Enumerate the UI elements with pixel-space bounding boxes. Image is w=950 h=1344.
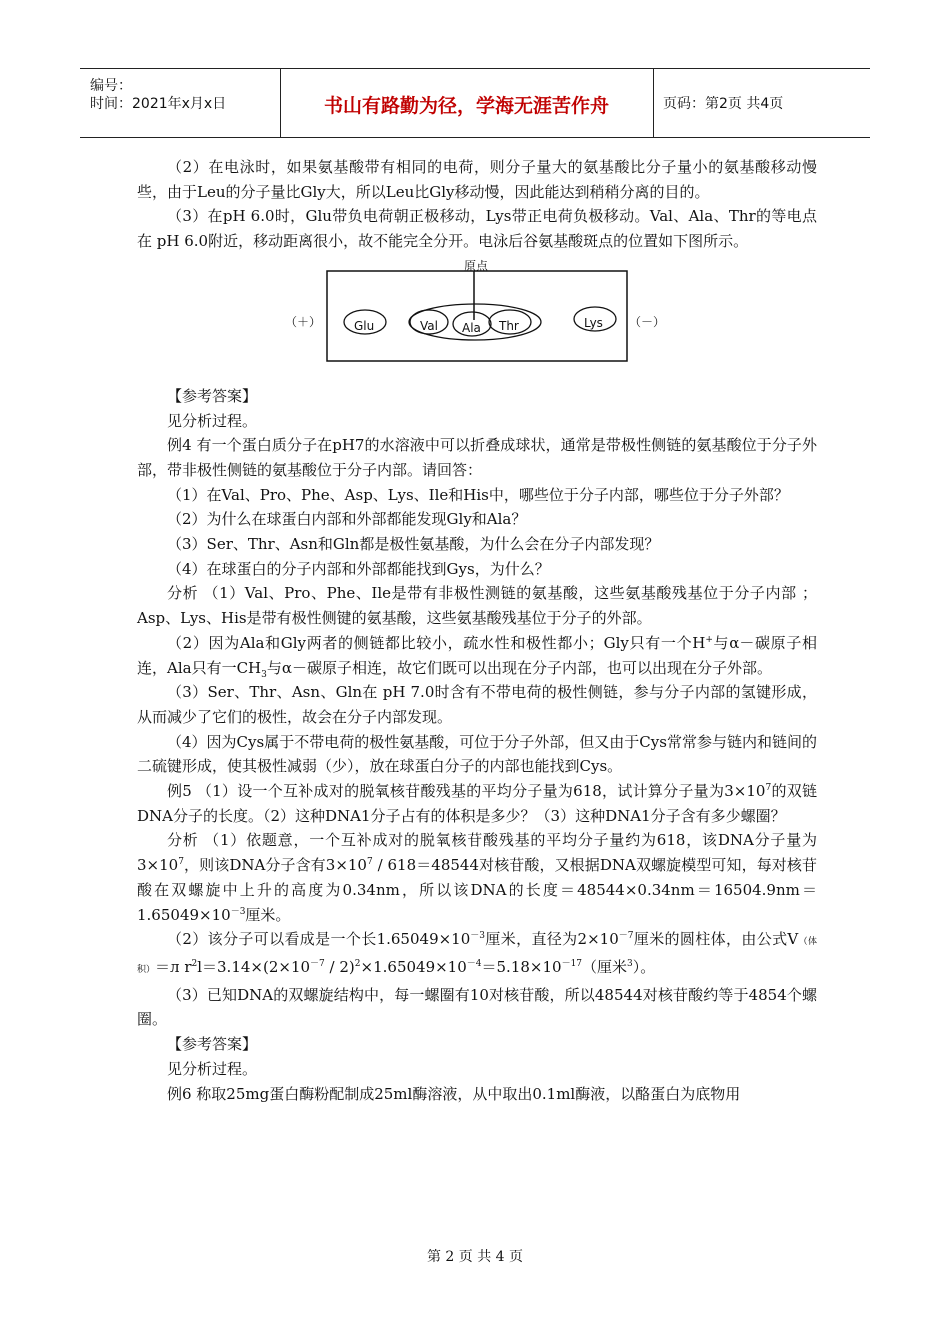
paragraph: （3）已知DNA的双螺旋结构中，每一螺圈有10对核苷酸，所以48544对核苷酸约等于4854个螺圈。 [137, 985, 817, 1029]
text-run: 厘米。 [245, 905, 291, 924]
text-run: 的双链DNA分子的长度。（2）这种DNA1分子占有的体积是多少？（3）这种DNA1分子含有多少螺圈？ [137, 782, 817, 825]
page-header [80, 68, 870, 138]
origin-label: 原点 [464, 258, 489, 273]
superscript: －3 [470, 931, 486, 942]
text-run: ）。 [632, 957, 656, 976]
small-text: （体积） [137, 937, 817, 975]
spot-label-lys: Lys [584, 315, 603, 330]
example-heading: 例6 称取25mg蛋白酶粉配制成25ml酶溶液，从中取出0.1ml酶液，以酪蛋白为底物用 [167, 1084, 741, 1103]
paragraph: 见分析过程。 [167, 411, 258, 430]
superscript: 2 [354, 958, 361, 969]
text-run: 厘米的圆柱体，由公式V [633, 930, 799, 949]
paragraph: 见分析过程。 [167, 1059, 258, 1078]
text-run: 厘米，直径为2×10 [485, 930, 619, 949]
text-run: / 2) [324, 957, 355, 976]
header-page-cell [653, 69, 870, 137]
superscript: 3 [627, 958, 633, 969]
subscript: 3 [261, 669, 267, 680]
superscript: 7 [366, 857, 373, 868]
example-heading [137, 779, 817, 828]
paragraph: （3）Ser、Thr、Asn和Gln都是极性氨基酸，为什么会在分子内部发现？ [167, 535, 660, 554]
text-run: （2）该分子可以看成是一个长1.65049×10 [167, 930, 471, 949]
paragraph [137, 927, 817, 982]
text-run: （厘米 [582, 957, 628, 976]
superscript: －4 [466, 958, 482, 969]
superscript: －17 [561, 958, 583, 969]
negative-electrode-label: （－） [629, 314, 666, 329]
text-run: / 618＝48544对核苷酸，又根据DNA双螺旋模型可知，每对核苷酸在双螺旋中上升的高度为0.34nm，所以该DNA的长度＝48544×0.34nm＝16504.9nm＝1.65049×10 [137, 856, 817, 924]
paragraph [137, 631, 817, 680]
text-run: 与α－碳原子相连，故它们既可以出现在分子内部，也可以出现在分子外部。 [266, 658, 773, 677]
text-run: 分析 （1）依题意，一个互补成对的脱氧核苷酸残基的平均分子量约为618，该DNA分子量为3×10 [137, 831, 817, 875]
page-footer: 第 2 页 共 4 页 [426, 1249, 524, 1265]
text-run: 例5 （1）设一个互补成对的脱氧核苷酸残基的平均分子量为618，试计算分子量为3×10 [167, 782, 766, 801]
example-heading: 例4 有一个蛋白质分子在pH7的水溶液中可以折叠成球状，通常是带极性侧链的氨基酸位于分子外部，带非极性侧链的氨基酸位于分子内部。请回答： [137, 436, 817, 479]
electrophoresis-diagram [137, 254, 817, 384]
paragraph: 分析 （1）Val、Pro、Phe、Ile是带有非极性测链的氨基酸，这些氨基酸残基位于分子内部 ；Asp、Lys、His是带有极性侧键的氨基酸，这些氨基酸残基位于分子的外部。 [137, 584, 817, 628]
superscript: 2 [191, 958, 198, 969]
paragraph: （4）因为Cys属于不带电荷的极性氨基酸，可位于分子外部，但又由于Cys常常参与链内和链间的二硫键形成，使其极性减弱（少），放在球蛋白分子的内部也能找到Cys。 [137, 732, 817, 776]
paragraph: （3）Ser、Thr、Asn、Gln在 pH 7.0时含有不带电荷的极性侧链，参与分子内部的氢键形成，从而减少了它们的极性，故会在分子内部发现。 [137, 683, 817, 726]
paragraph [137, 828, 817, 927]
superscript: + [705, 634, 713, 645]
document-body [137, 155, 817, 1106]
text-run: ，则该DNA分子含有3×10 [183, 856, 367, 875]
paragraph: （2）为什么在球蛋白内部和外部都能发现Gly和Ala？ [167, 510, 527, 529]
text-run: ＝л r [155, 957, 192, 976]
superscript: 7 [765, 783, 772, 794]
spot-label-thr: Thr [499, 318, 519, 333]
superscript: －7 [310, 958, 325, 969]
answer-heading: 【参考答案】 [167, 386, 258, 405]
spot-label-val: Val [420, 318, 438, 333]
header-info-cell [80, 69, 281, 137]
motto-text: 书山有路勤为径，学海无涯苦作舟 [323, 95, 609, 117]
superscript: 7 [178, 857, 184, 868]
superscript: －3 [230, 906, 246, 917]
text-run: ×1.65049×10 [360, 957, 467, 976]
text-run: 与α－碳原子相连，Ala只有一CH [137, 633, 817, 677]
text-run: （2）因为Ala和Gly两者的侧链都比较小，疏水性和极性都小；Gly只有一个H [167, 633, 706, 652]
text-run: ＝5.18×10 [481, 957, 562, 976]
header-motto-cell [280, 69, 654, 137]
spot-label-ala: Ala [462, 320, 481, 335]
positive-electrode-label: （＋） [285, 314, 322, 329]
spot-label-glu: Glu [354, 318, 375, 333]
paragraph: （3）在pH 6.0时，Glu带负电荷朝正极移动，Lys带正电荷负极移动。Val、Ala、Thr的等电点在 pH 6.0附近，移动距离很小，故不能完全分开。电泳后谷氨基酸斑点的位置如下图所示。 [137, 207, 817, 251]
paragraph: （2）在电泳时，如果氨基酸带有相同的电荷，则分子量大的氨基酸比分子量小的氨基酸移动慢些，由于Leu的分子量比Gly大，所以Leu比Gly移动慢，因此能达到稍稍分离的目的。 [137, 158, 817, 201]
paragraph: （4）在球蛋白的分子内部和外部都能找到Gys，为什么？ [167, 559, 550, 578]
page-count-label: 页码：第2页 共4页 [663, 96, 784, 112]
time-label: 时间：2021年x月x日 [90, 96, 227, 112]
text-run: l＝3.14×(2×10 [197, 957, 311, 976]
superscript: －7 [618, 931, 634, 942]
number-label: 编号： [90, 78, 132, 94]
paragraph: （1）在Val、Pro、Phe、Asp、Lys、Ile和His中，哪些位于分子内部，哪些位于分子外部？ [167, 485, 789, 504]
answer-heading: 【参考答案】 [167, 1035, 258, 1054]
